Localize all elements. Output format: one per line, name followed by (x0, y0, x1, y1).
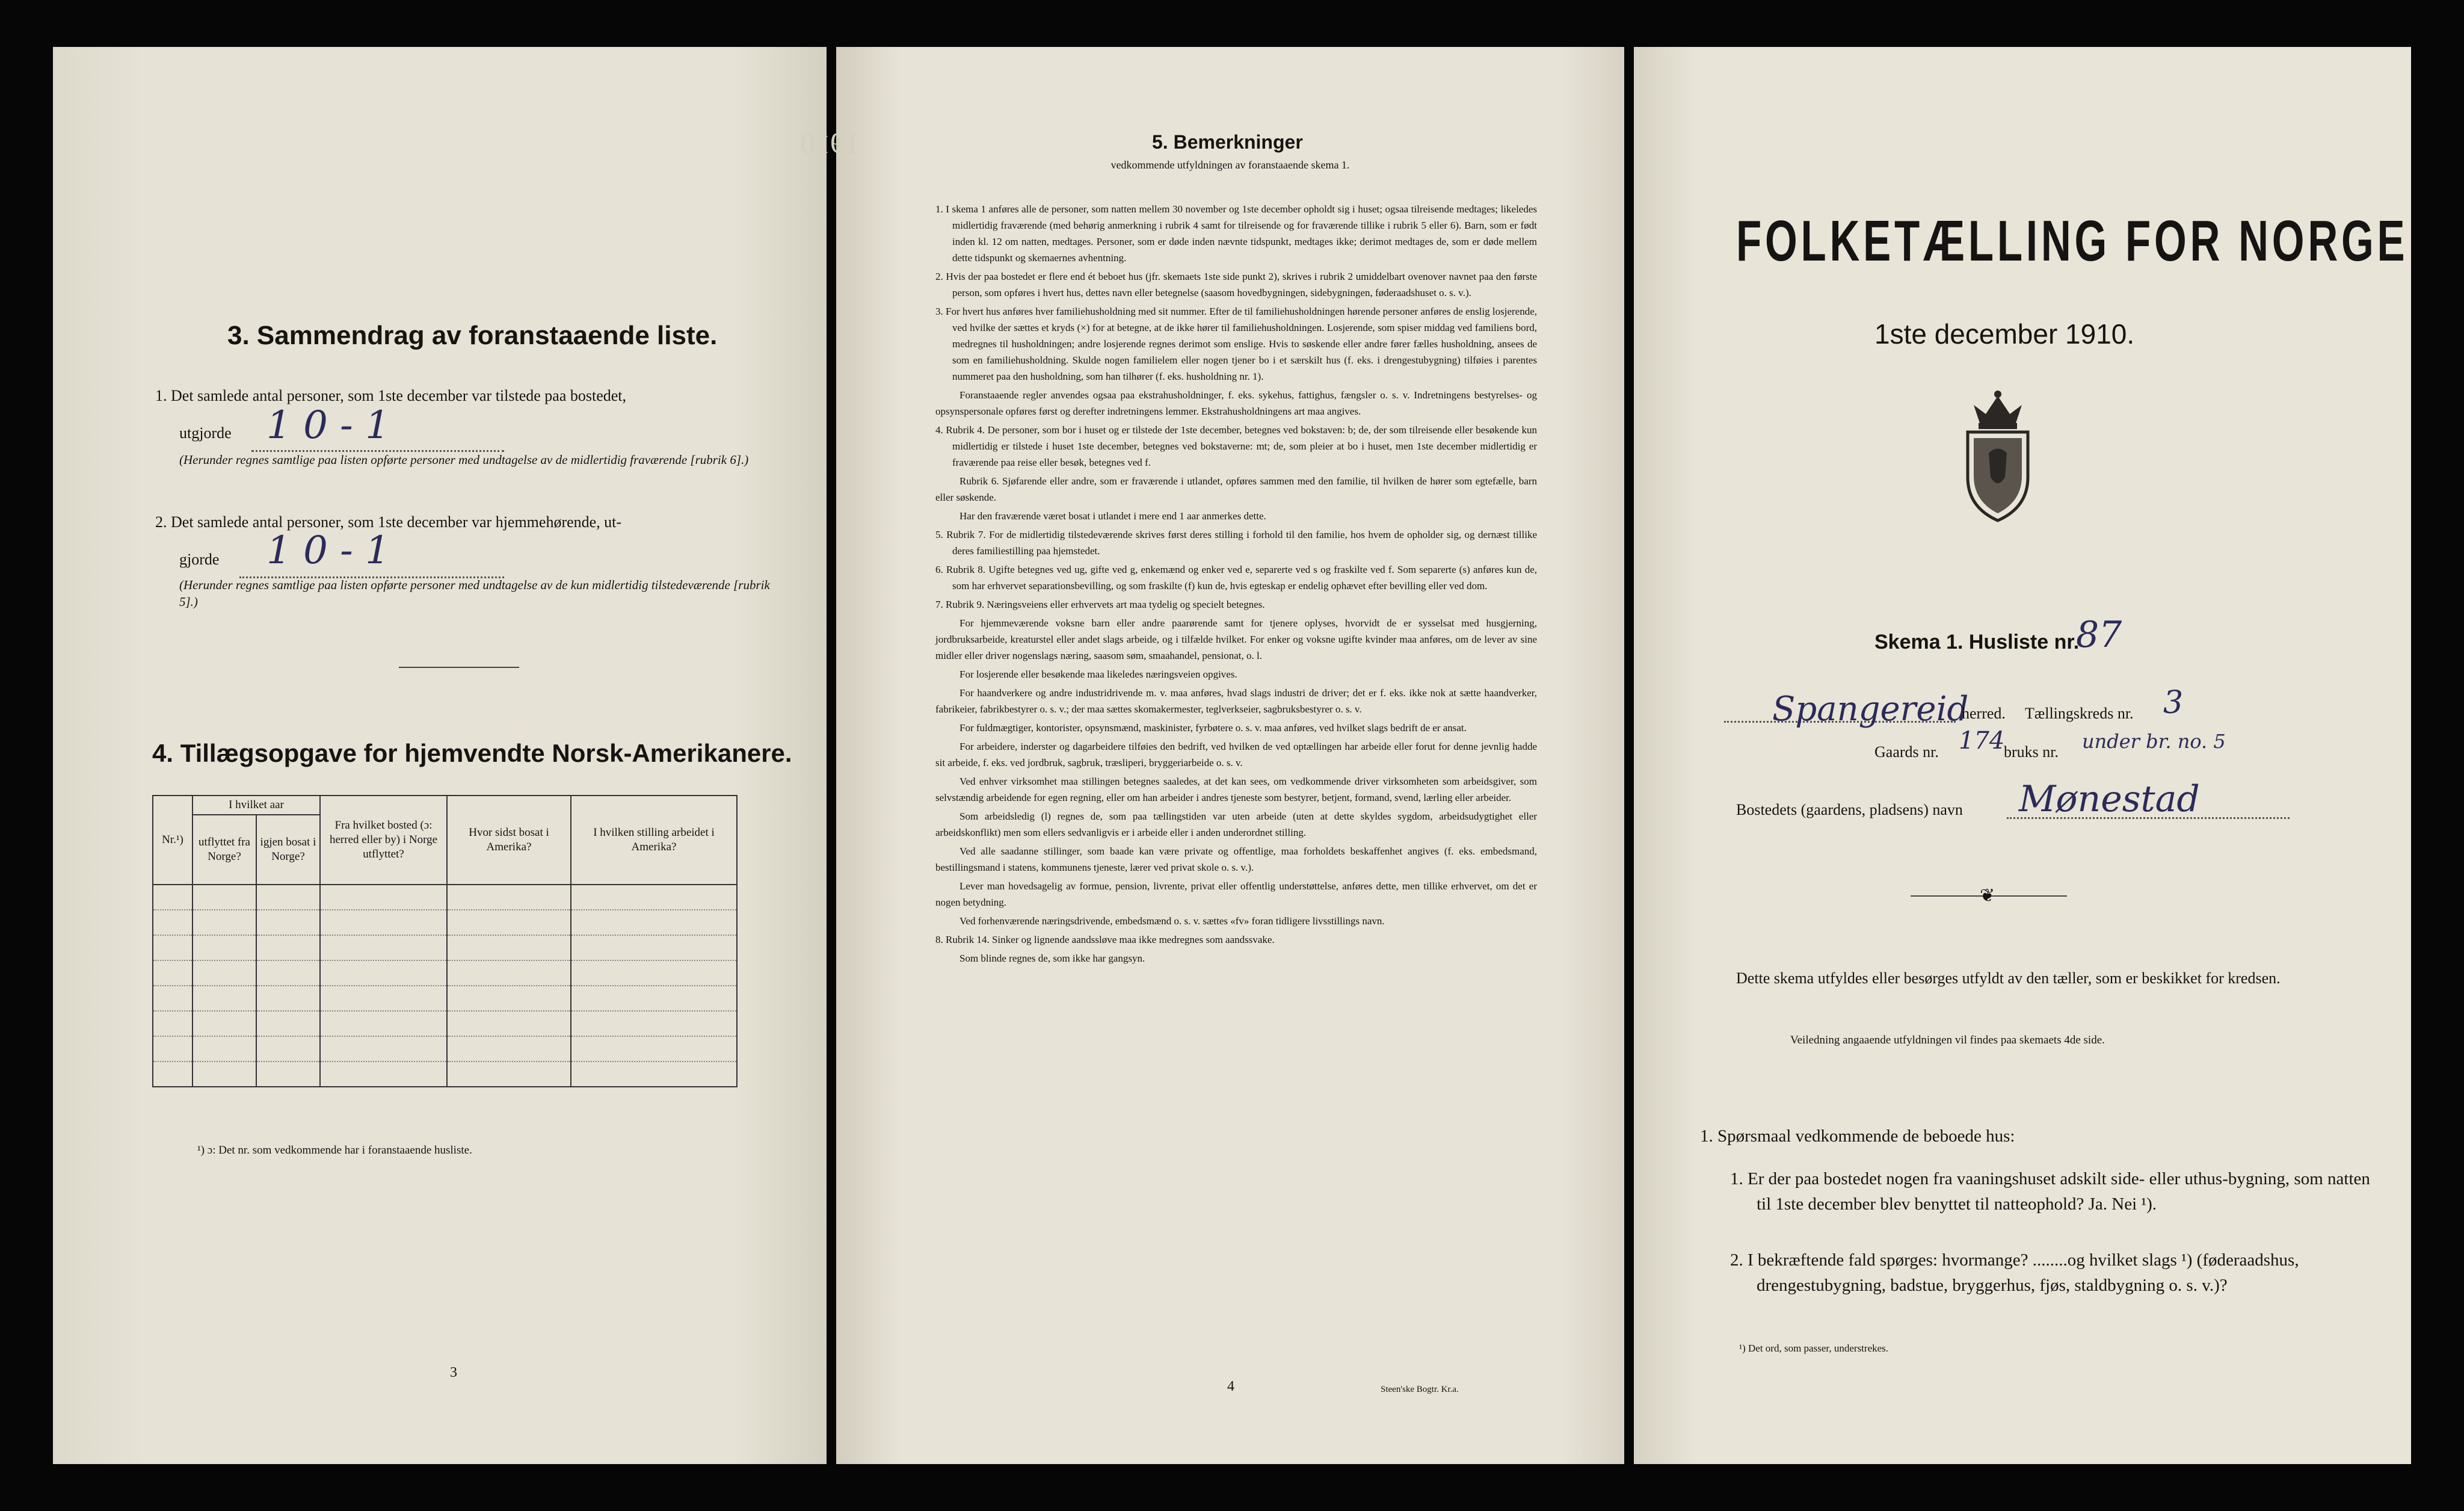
separator-rule (399, 667, 519, 668)
section4-title: 4. Tillægsopgave for hjemvendte Norsk-Amerikanere. (152, 739, 792, 767)
gaards-value: 174 (1959, 727, 2005, 755)
item2-note: (Herunder regnes samtlige paa listen opførte personer med undtagelse av de kun midlertidig tilstedeværende [rubrik 5].) (179, 578, 770, 609)
remark-paragraph: 7. Rubrik 9. Næringsveiens eller erhvervets art maa tydelig og specielt betegnes. (935, 599, 1265, 610)
page-number-3: 3 (450, 1365, 457, 1380)
bosted-label: Bostedets (gaardens, pladsens) navn (1736, 801, 1963, 818)
table-footnote: ¹) ɔ: Det nr. som vedkommende har i foranstaaende husliste. (197, 1144, 472, 1157)
ornament-icon: ❦ (1980, 886, 1995, 906)
bosted-dotted-line (2007, 816, 2290, 819)
remark-paragraph: 6. Rubrik 8. Ugifte betegnes ved ug, gifte ved g, enkemænd og enker ved e, separerte ved s og fraskilte ved f. Som separerte (s) anføres kun de, som har erhvervet separationsbevilling, og som fraskilte (f) kun de, hvis egteskap er endelig ophævet efter bevilling eller ved dom. (935, 564, 1537, 592)
census-date: 1ste december 1910. (1874, 318, 2135, 350)
remark-paragraph: Ved forhenværende næringsdrivende, embedsmænd o. s. v. sættes «fv» foran tidligere livsstillings navn. (959, 915, 1385, 927)
husliste-number: 87 (2076, 614, 2122, 656)
item1-text: 1. Det samlede antal personer, som 1ste december var tilstede paa bostedet, (155, 387, 627, 404)
remark-paragraph: 5. Rubrik 7. For de midlertidig tilstedeværende skrives først deres stilling i forhold til den familie, hos hvem de opholder sig, og dernæst tillike deres familiestilling paa hjemstedet. (935, 529, 1537, 557)
item1-value: 1 0 - 1 (266, 403, 390, 448)
item1-note: (Herunder regnes samtlige paa listen opførte personer med undtagelse av de midlertidig fraværende [rubrik 6].) (179, 453, 749, 467)
th-year-group: I hvilket aar (192, 796, 320, 815)
remark-paragraph: Som blinde regnes de, som ikke har gangsyn. (959, 953, 1145, 964)
bosted-value: Mønestad (2019, 778, 2200, 820)
remark-paragraph: For fuldmægtiger, kontorister, opsynsmænd, maskinister, fyrbøtere o. s. v. maa anføres, ved hvilket slags bedrift de er ansat. (959, 722, 1467, 734)
remark-paragraph: Foranstaaende regler anvendes ogsaa paa ekstrahusholdninger, f. eks. sykehus, fattighus, fængsler o. s. v. Indretningens bestyrelses- og opsynspersonale opføres først og derefter indretningens lemmer. Ekstrahusholdningens art maa angives. (935, 389, 1537, 417)
herred-value: Spangereid (1772, 690, 1969, 729)
item2-text: 2. Det samlede antal personer, som 1ste december var hjemmehørende, ut- (155, 513, 622, 531)
table-row (153, 960, 737, 986)
table-row (153, 885, 737, 910)
item2-value: 1 0 - 1 (266, 528, 390, 573)
remark-paragraph: Lever man hovedsagelig av formue, pension, livrente, privat eller offentlig understøttelse, anføres dette, men tillike erhvervet, om det er nogen betydning. (935, 880, 1537, 908)
table-row (153, 1061, 737, 1087)
remark-paragraph: Rubrik 6. Sjøfarende eller andre, som er fraværende i utlandet, opføres sammen med den familie, til hvilken de hører som egtefælle, barn eller søskende. (935, 475, 1537, 503)
page1-footnote: ¹) Det ord, som passer, understrekes. (1739, 1343, 1889, 1354)
remark-paragraph: 3. For hvert hus anføres hver familiehusholdning med sit nummer. Efter de til familiehusholdningen hørende personer anføres de enslig losjerende, ved hvilke der sættes et kryds (×) for at betegne, at de ikke hører til familiehusholdningen. Losjerende, som spiser middag ved familiens bord, medregnes til husholdningen; andre losjerende regnes derimot som enslige. Hvis to søskende eller andre fører fælles husholdning, ansees de som en familiehusholdning. Skulde nogen familielem eller nogen tjener bo i et særskilt hus (f. eks. i drengestubygning) tilføies i parentes nummeret paa den husholdning, som han tilhører (f. eks. husholdning nr. 1). (935, 306, 1537, 382)
table-row (153, 986, 737, 1011)
remark-paragraph: For arbeidere, inderster og dagarbeidere tilføies den bedrift, ved hvilken de ved optællingen har arbeide eller forut for denne jevnlig hadde sit arbeide, f. eks. ved jordbruk, sagbruk, træsliperi, bryggeriarbeide o. s. v. (935, 741, 1537, 768)
remark-paragraph: 8. Rubrik 14. Sinker og lignende aandssløve maa ikke medregnes som aandssvake. (935, 934, 1275, 945)
remark-paragraph: Ved enhver virksomhet maa stillingen betegnes saaledes, at det kan sees, om vedkommende driver virksomheten som arbeidsgiver, som selvstændig arbeidende for egen regning, eller om han arbeider i andres tjeneste som bestyrer, betjent, formand, svend, lærling eller arbeider. (935, 776, 1537, 803)
gaards-label: Gaards nr. (1874, 743, 1939, 761)
table-row (153, 935, 737, 960)
question-heading: 1. Spørsmaal vedkommende de beboede hus: (1700, 1126, 2015, 1146)
remark-paragraph: Ved alle saadanne stillinger, som baade kan være private og offentlige, maa forholdets beskaffenhet angives (f. eks. embedsmand, bestillingsmand i statens, kommunens tjeneste, lærer ved privat skole o. s. v.). (935, 845, 1537, 873)
remark-paragraph: 1. I skema 1 anføres alle de personer, som natten mellem 30 november og 1ste december opholdt sig i huset; ogsaa tilreisende medtages; likeledes midlertidig fraværende (med behørig anmerkning i rubrik 4 samt for tilreisende og for fraværende tillike i rubrik 5 eller 6). Barn, som er født inden kl. 12 om natten, medtages. Personer, som er døde inden nævnte tidspunkt, medtages ikke; derimot medtages de, som er døde mellem dette tidspunkt og skemaernes avhentning. (935, 203, 1537, 264)
herred-label: herred. (1962, 705, 2006, 722)
page-4 (800, 47, 1624, 1464)
remarks-title: 5. Bemerkninger (1152, 131, 1303, 153)
page-number-4: 4 (1227, 1379, 1234, 1394)
bleed-through-text: 1910 (800, 126, 860, 159)
census-title: FOLKETÆLLING FOR NORGE (1736, 209, 2409, 273)
remarks-list (935, 201, 1537, 969)
remark-paragraph: Har den fraværende været bosat i utlandet i mere end 1 aar anmerkes dette. (959, 510, 1266, 522)
question-2: 2. I bekræftende fald spørges: hvormange? ........og hvilket slags ¹) (føderaadshus, drengestubygning, badstue, bryggerhus, fjøs, staldbygning o. s. v.)? (1730, 1250, 2299, 1295)
norsk-amerikanere-table (152, 795, 738, 1087)
item2-prefix: gjorde (179, 551, 220, 568)
page-1 (1634, 47, 2411, 1464)
th-nr: Nr.¹) (153, 796, 192, 885)
table-row (153, 1011, 737, 1036)
remark-paragraph: Som arbeidsledig (l) regnes de, som paa tællingstiden var uten arbeide (uten at dette skyldes sygdom, arbeidsudygtighet eller arbeidskonflikt) men som ellers sedvanligvis er i arbeide eller i anden underordnet stilling. (935, 811, 1537, 838)
page-3 (53, 47, 827, 1464)
remark-paragraph: For hjemmeværende voksne barn eller andre paarørende samt for tjenere oplyses, hvorvidt de er sysselsat med husgjerning, jordbruksarbeide, kreaturstel eller andet slags arbeide, og i tilfælde hvilket. For enker og voksne ugifte kvinder maa anføres, om de lever av sine midler eller driver nogenslags næring, saasom søm, smaahandel, pensionat, o. l. (935, 617, 1537, 661)
remark-paragraph: For losjerende eller besøkende maa likeledes næringsveien opgives. (959, 669, 1237, 680)
remark-paragraph: For haandverkere og andre industridrivende m. v. maa anføres, hvad slags industri de driver; det er f. eks. ikke nok at sætte haandverker, fabrikeier, fabrikbestyrer o. s. v.; der maa sættes skomakermester, teglverkseier, sagbruksbestyrer o. s. v. (935, 687, 1537, 715)
schema-label: Skema 1. Husliste nr. (1874, 631, 2080, 654)
table-row (153, 910, 737, 935)
question-1: 1. Er der paa bostedet nogen fra vaaningshuset adskilt side- eller uthus-bygning, som natten til 1ste december blev benyttet til natteophold? Ja. Nei ¹). (1730, 1169, 2370, 1214)
table-row (153, 1036, 737, 1061)
th-emigrated: utflyttet fra Norge? (192, 815, 256, 885)
fill-instruction: Dette skema utfyldes eller besørges utfyldt av den tæller, som er beskikket for kredsen. (1736, 969, 2281, 987)
remark-paragraph: 4. Rubrik 4. De personer, som bor i huset og er tilstede der 1ste december, betegnes ved bokstaven: b; de, der som tilreisende eller besøkende kun midlertidig er tilstede i huset 1ste december, betegnes ved bokstaverne: mt; de, som pleier at bo i huset, men 1ste december midlertidig er fraværende paa reise eller besøk, betegnes ved f. (935, 424, 1537, 468)
printer-mark: Steen'ske Bogtr. Kr.a. (1381, 1385, 1459, 1394)
section3-title: 3. Sammendrag av foranstaaende liste. (227, 321, 718, 350)
th-position: I hvilken stilling arbeidet i Amerika? (571, 796, 737, 885)
item1-prefix: utgjorde (179, 424, 232, 442)
kreds-label: Tællingskreds nr. (2025, 705, 2134, 722)
kreds-value: 3 (2163, 685, 2184, 721)
remarks-subtitle: vedkommende utfyldningen av foranstaaende skema 1. (1110, 159, 1350, 171)
bruks-value: under br. no. 5 (2082, 730, 2226, 753)
remark-paragraph: 2. Hvis der paa bostedet er flere end ét beboet hus (jfr. skemaets 1ste side punkt 2), skrives i rubrik 2 umiddelbart ovenover navnet paa den første person, som opføres i hvert hus, dettes navn eller betegnelse (saasom hovedbygningen, sidebygningen, føderaadshuset o. s. v.). (935, 271, 1537, 298)
th-returned: igjen bosat i Norge? (256, 815, 320, 885)
coat-of-arms-icon (1962, 387, 2034, 525)
bruks-label: bruks nr. (2004, 743, 2059, 761)
th-from-where: Fra hvilket bosted (ɔ: herred eller by) i Norge utflyttet? (320, 796, 447, 885)
th-last-residence: Hvor sidst bosat i Amerika? (447, 796, 571, 885)
instruction-note: Veiledning angaaende utfyldningen vil findes paa skemaets 4de side. (1790, 1034, 2105, 1046)
